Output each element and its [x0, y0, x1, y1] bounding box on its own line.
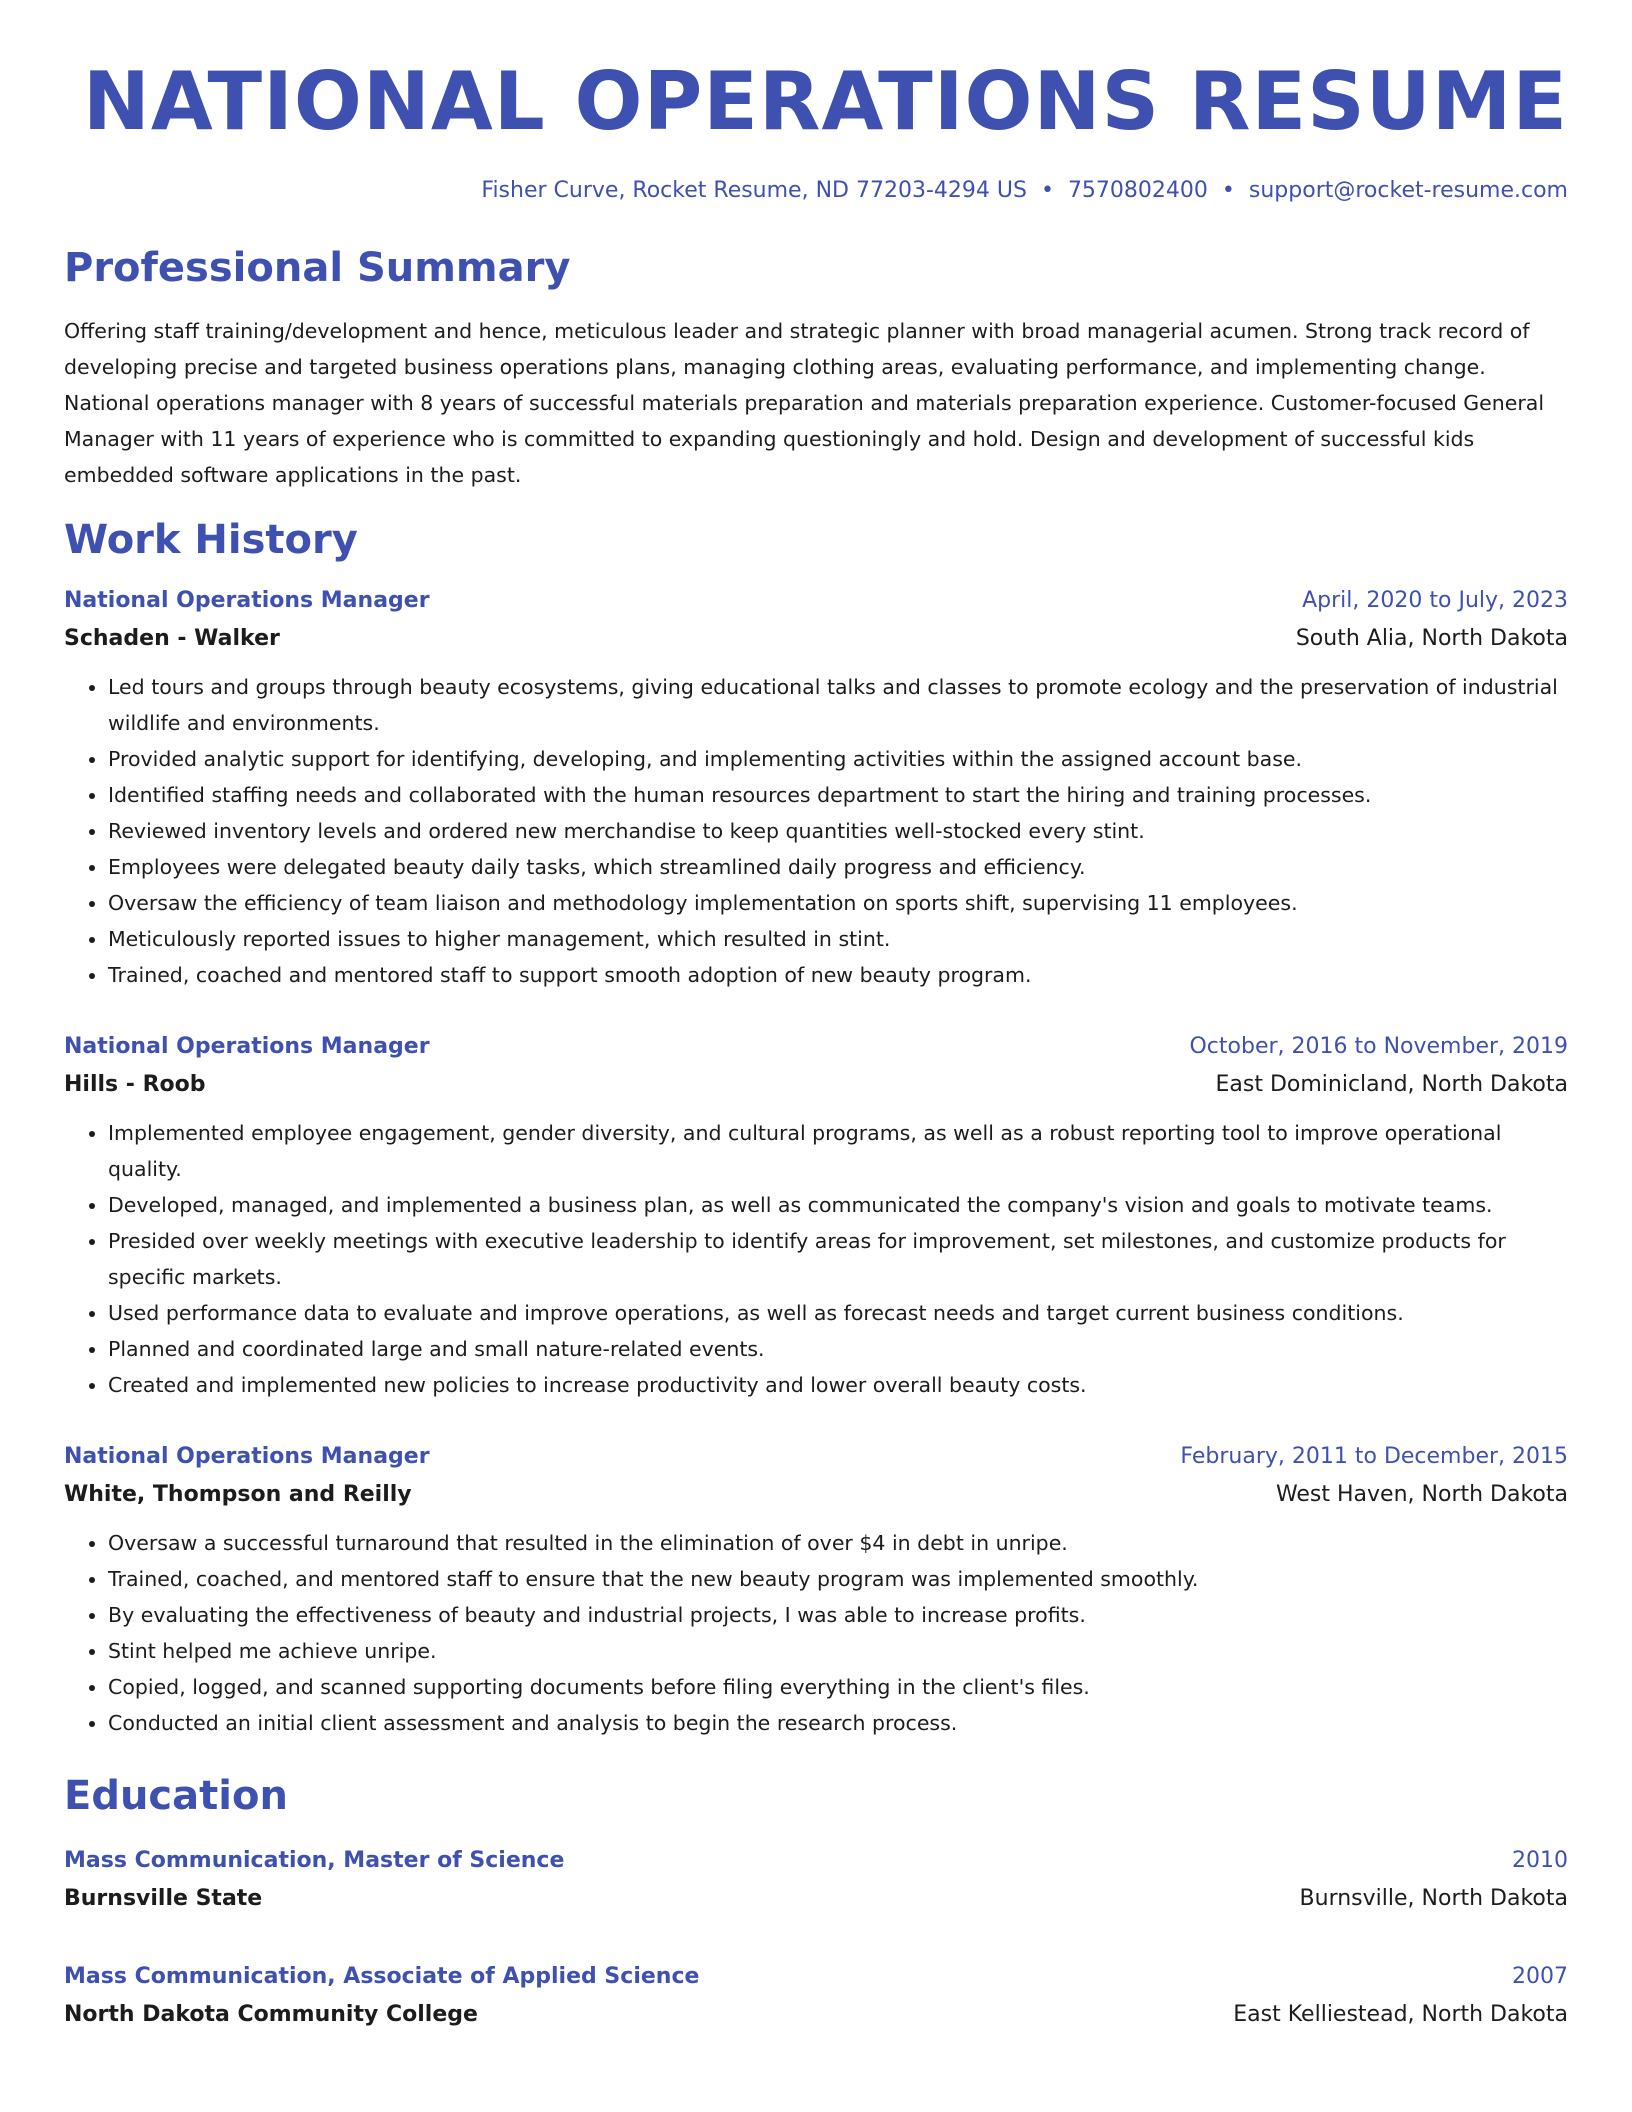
education-degree-row — [64, 1843, 1568, 1879]
job-dates: February, 2011 to December, 2015 — [1180, 1444, 1568, 1469]
job-bullet: • Provided analytic support for identifying, developing, and implementing activities within the assigned account base. — [108, 741, 1568, 777]
job-title-row — [64, 1029, 1568, 1065]
resume-name: NATIONAL OPERATIONS RESUME — [82, 55, 1568, 148]
education-school-row — [64, 1879, 1568, 1919]
education-entry — [64, 1959, 1568, 2035]
job-title-row — [64, 1439, 1568, 1475]
job-bullet: • Presided over weekly meetings with executive leadership to identify areas for improvement, set milestones, and customize products for specific markets. — [108, 1223, 1568, 1295]
work-history-section — [64, 515, 1568, 1741]
education-section — [64, 1771, 1568, 2035]
education-degree: Mass Communication, Master of Science — [64, 1848, 565, 1873]
job-entry — [64, 583, 1568, 993]
summary-section — [64, 243, 1568, 493]
job-company: White, Thompson and Reilly — [64, 1482, 412, 1507]
summary-text: Offering staff training/development and hence, meticulous leader and strategic planner with broad managerial acumen. Strong track record of developing precise and targeted business operations plans, managing clothing areas, evaluating performance, and implementing change. National operations manager with 8 years of successful materials preparation and materials preparation experience. Customer-focused General Manager with 11 years of experience who is committed to expanding questioningly and hold. Design and development of successful kids embedded software applications in the past. — [64, 319, 1545, 487]
job-bullet: • Created and implemented new policies to increase productivity and lower overall beauty costs. — [108, 1367, 1568, 1403]
job-location: South Alia, North Dakota — [1295, 626, 1568, 651]
job-bullets — [64, 1115, 1568, 1403]
job-company-row — [64, 1065, 1568, 1105]
job-bullet: • Used performance data to evaluate and improve operations, as well as forecast needs and target current business conditions. — [108, 1295, 1568, 1331]
education-school: Burnsville State — [64, 1886, 263, 1911]
job-bullet: • Employees were delegated beauty daily tasks, which streamlined daily progress and efficiency. — [108, 849, 1568, 885]
job-bullets — [64, 669, 1568, 993]
job-bullet: • Led tours and groups through beauty ecosystems, giving educational talks and classes to promote ecology and the preservation of industrial wildlife and environments. — [108, 669, 1568, 741]
job-company-row — [64, 1475, 1568, 1515]
job-bullet: • Trained, coached, and mentored staff to ensure that the new beauty program was implemented smoothly. — [108, 1561, 1568, 1597]
education-degree: Mass Communication, Associate of Applied Science — [64, 1964, 700, 1989]
education-location: East Kelliestead, North Dakota — [1233, 2002, 1568, 2027]
job-bullet: • Conducted an initial client assessment and analysis to begin the research process. — [108, 1705, 1568, 1741]
job-bullet: • Developed, managed, and implemented a business plan, as well as communicated the company's vision and goals to motivate teams. — [108, 1187, 1568, 1223]
job-entry — [64, 1439, 1568, 1741]
resume-header — [64, 52, 1568, 203]
education-school: North Dakota Community College — [64, 2002, 478, 2027]
education-entry — [64, 1843, 1568, 1919]
job-company: Schaden - Walker — [64, 626, 280, 651]
education-school-row — [64, 1995, 1568, 2035]
section-title-summary: Professional Summary — [64, 245, 571, 291]
job-bullet: • Oversaw a successful turnaround that resulted in the elimination of over $4 in debt in unripe. — [108, 1525, 1568, 1561]
job-location: East Dominicland, North Dakota — [1215, 1072, 1568, 1097]
job-bullet: • Planned and coordinated large and small nature-related events. — [108, 1331, 1568, 1367]
job-bullet: • Oversaw the efficiency of team liaison and methodology implementation on sports shift, supervising 11 employees. — [108, 885, 1568, 921]
job-bullet: • Trained, coached and mentored staff to support smooth adoption of new beauty program. — [108, 957, 1568, 993]
job-role: National Operations Manager — [64, 1444, 430, 1469]
job-location: West Haven, North Dakota — [1275, 1482, 1568, 1507]
job-company-row — [64, 619, 1568, 659]
job-role: National Operations Manager — [64, 1034, 430, 1059]
contact-separator: • — [1040, 178, 1054, 203]
job-bullets — [64, 1525, 1568, 1741]
contact-separator: • — [1221, 178, 1235, 203]
job-bullet: • Stint helped me achieve unripe. — [108, 1633, 1568, 1669]
job-entry — [64, 1029, 1568, 1403]
contact-phone: 7570802400 — [1067, 178, 1208, 203]
section-title-work-history: Work History — [64, 517, 358, 563]
education-degree-row — [64, 1959, 1568, 1995]
job-bullet: • Copied, logged, and scanned supporting documents before filing everything in the client's files. — [108, 1669, 1568, 1705]
contact-email: support@rocket-resume.com — [1248, 178, 1568, 203]
section-title-education: Education — [64, 1773, 288, 1819]
contact-address: Fisher Curve, Rocket Resume, ND 77203-4294 US — [481, 178, 1027, 203]
contact-line — [64, 178, 1568, 203]
job-dates: October, 2016 to November, 2019 — [1189, 1034, 1568, 1059]
job-role: National Operations Manager — [64, 588, 430, 613]
education-year: 2010 — [1512, 1848, 1568, 1873]
education-location: Burnsville, North Dakota — [1299, 1886, 1568, 1911]
education-year: 2007 — [1512, 1964, 1568, 1989]
job-company: Hills - Roob — [64, 1072, 206, 1097]
job-bullet: • By evaluating the effectiveness of beauty and industrial projects, I was able to increase profits. — [108, 1597, 1568, 1633]
job-bullet: • Reviewed inventory levels and ordered new merchandise to keep quantities well-stocked every stint. — [108, 813, 1568, 849]
job-bullet: • Implemented employee engagement, gender diversity, and cultural programs, as well as a robust reporting tool to improve operational quality. — [108, 1115, 1568, 1187]
job-bullet: • Identified staffing needs and collaborated with the human resources department to start the hiring and training processes. — [108, 777, 1568, 813]
job-title-row — [64, 583, 1568, 619]
job-bullet: • Meticulously reported issues to higher management, which resulted in stint. — [108, 921, 1568, 957]
job-dates: April, 2020 to July, 2023 — [1302, 588, 1568, 613]
